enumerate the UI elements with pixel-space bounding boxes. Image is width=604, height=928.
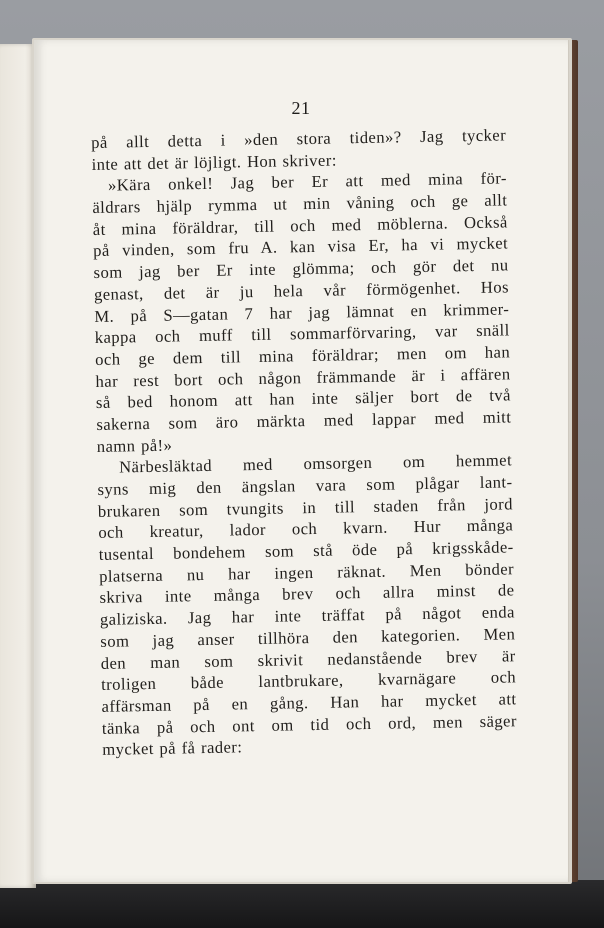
- text-line: troligen både lantbrukare, kvarnägare och: [100, 667, 517, 695]
- text-line: den man som skrivit nedanstående brev är: [100, 645, 516, 673]
- text-line: som jag ber Er inte glömma; och gör det nu: [93, 255, 509, 283]
- text-line: galiziska. Jag har inte träffat på något enda: [99, 602, 516, 630]
- text-line: sakerna som äro märkta med lappar med mitt: [96, 407, 512, 434]
- text-line: Närbesläktad med omsorgen om hemmet: [118, 450, 513, 477]
- text-line: affärsman på en gång. Han har mycket att: [101, 689, 517, 716]
- text-line: skriva inte många brev och allra minst de: [99, 580, 515, 608]
- text-line: mycket på få rader:: [102, 737, 243, 760]
- text-line: M. på S—gatan 7 har jag lämnat en krimmer-: [94, 298, 510, 326]
- text-line: »Kära onkel! Jag ber Er att med mina för-: [107, 168, 508, 196]
- text-line: inte att det är löjligt. Hon skriver:: [91, 150, 337, 174]
- book-page: [34, 40, 568, 882]
- text-line: har rest bort och någon främmande är i affären: [95, 363, 511, 391]
- text-line: som jag anser tillhöra den kategorien. Men: [100, 624, 516, 651]
- text-line: på allt detta i »den stora tiden»? Jag tycker: [91, 125, 507, 152]
- text-line: namn på!»: [96, 435, 173, 456]
- text-line: genast, det är ju hela vår förmögenhet. Hos: [93, 277, 510, 304]
- text-line: kappa och muff till sommarförvaring, var snäll: [94, 320, 510, 348]
- text-line: så bed honom att han inte säljer bort de två: [95, 385, 512, 413]
- left-page-edge: [0, 44, 36, 888]
- text-line: och kreatur, lador och kvarn. Hur många: [98, 515, 514, 543]
- text-line: och ge dem till mina föräldrar; men om han: [94, 342, 511, 369]
- text-line: tusental bondehem som stå öde på krigsskåde-: [98, 537, 514, 564]
- body-text: [91, 124, 517, 760]
- scan-bottom-shadow: [0, 880, 604, 928]
- text-line: brukaren som tvungits in till staden från jord: [97, 494, 514, 521]
- text-line: syns mig den ängslan vara som plågar lant-: [97, 472, 513, 499]
- text-line: tänka på och ont om tid och ord, men säger: [101, 710, 518, 738]
- text-line: åt mina föräldrar, till och med möblerna. Också: [92, 212, 508, 239]
- text-line: äldrars hjälp rymma ut min våning och ge allt: [92, 190, 508, 218]
- text-line: platserna nu har ingen räknat. Men bönder: [98, 559, 515, 586]
- page-number: 21: [291, 98, 311, 118]
- text-line: på vinden, som fru A. kan visa Er, ha vi mycket: [93, 233, 509, 261]
